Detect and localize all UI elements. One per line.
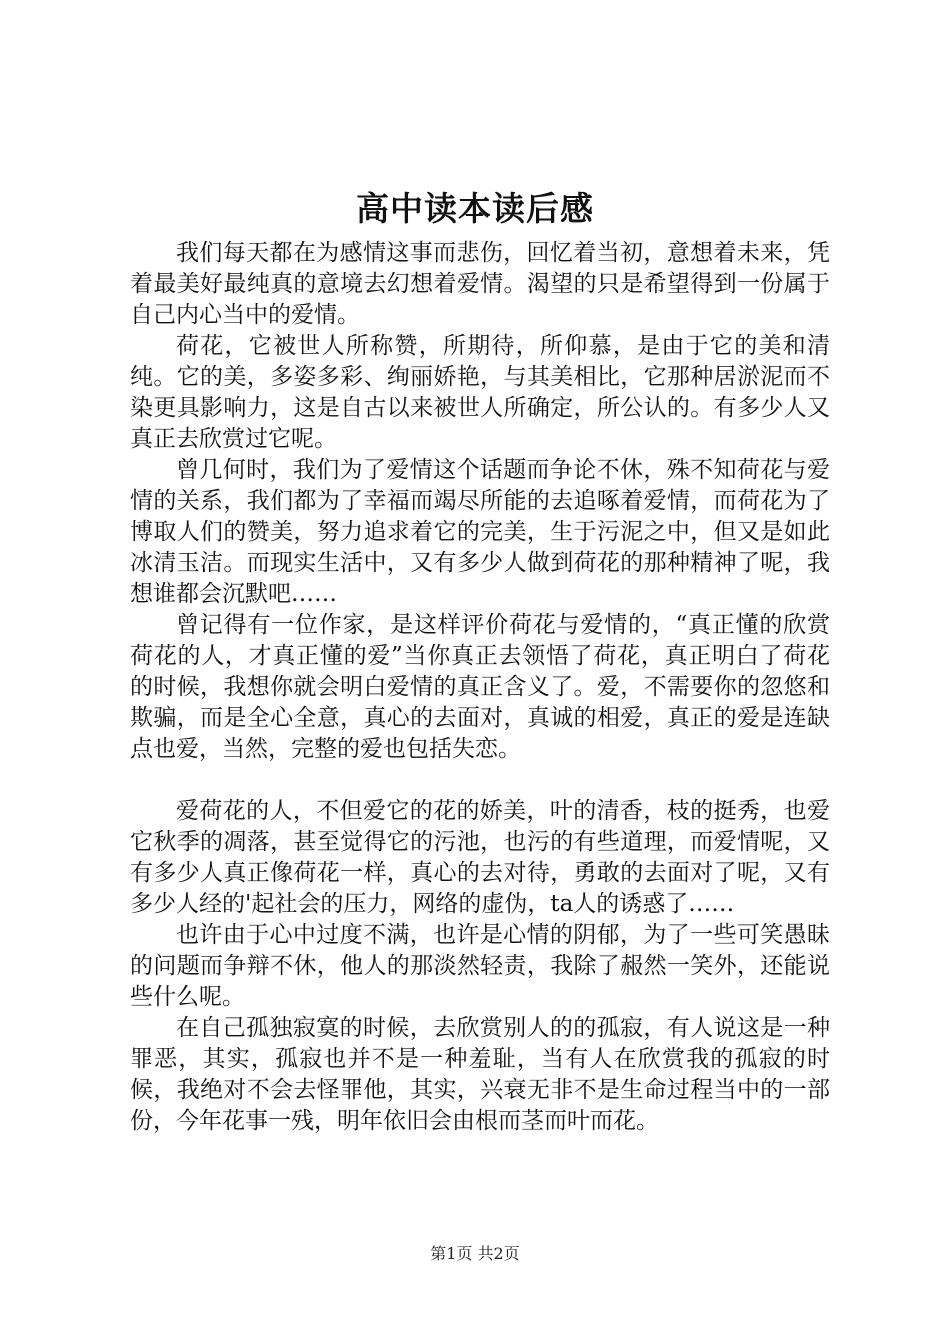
- document-body: [130, 238, 830, 1137]
- document-title: 高中读本读后感: [356, 189, 594, 228]
- paragraph: 曾记得有一位作家，是这样评价荷花与爱情的，“真正懂的欣赏荷花的人，才真正懂的爱”当你真正去领悟了荷花，真正明白了荷花的时候，我想你就会明白爱情的真正含义了。爱，不需要你的忽悠和欺骗，而是全心全意，真心的去面对，真诚的相爱，真正的爱是连缺点也爱，当然，完整的爱也包括失恋。: [130, 612, 830, 762]
- paragraph: 在自己孤独寂寞的时候，去欣赏别人的的孤寂，有人说这是一种罪恶，其实，孤寂也并不是一种羞耻，当有人在欣赏我的孤寂的时候，我绝对不会去怪罪他，其实，兴衰无非不是生命过程当中的一部份，今年花事一残，明年依旧会由根而茎而叶而花。: [130, 1015, 830, 1134]
- paragraph: 爱荷花的人，不但爱它的花的娇美，叶的清香，枝的挺秀，也爱它秋季的凋落，甚至觉得它的污池，也污的有些道理，而爱情呢，又有多少人真正像荷花一样，真心的去对待，勇敢的去面对了呢，又有多少人经的'起社会的压力，网络的虚伪，ta人的诱惑了……: [130, 798, 830, 917]
- paragraph: 也许由于心中过度不满，也许是心情的阴郁，为了一些可笑愚昧的问题而争辩不休，他人的那淡然轻责，我除了赧然一笑外，还能说些什么呢。: [130, 922, 830, 1010]
- paragraph: 荷花，它被世人所称赞，所期待，所仰慕，是由于它的美和清纯。它的美，多姿多彩、绚丽娇艳，与其美相比，它那种居淤泥而不染更具影响力，这是自古以来被世人所确定，所公认的。有多少人又真正去欣赏过它呢。: [130, 333, 830, 452]
- paragraph: 我们每天都在为感情这事而悲伤，回忆着当初，意想着未来，凭着最美好最纯真的意境去幻想着爱情。渴望的只是希望得到一份属于自己内心当中的爱情。: [130, 240, 830, 328]
- paragraph: 曾几何时，我们为了爱情这个话题而争论不休，殊不知荷花与爱情的关系，我们都为了幸福而竭尽所能的去追啄着爱情，而荷花为了博取人们的赞美，努力追求着它的完美，生于污泥之中，但又是如此冰清玉洁。而现实生活中，又有多少人做到荷花的那种精神了呢，我想谁都会沉默吧……: [130, 457, 830, 607]
- page-number-footer: 第1页 共2页: [430, 1244, 520, 1263]
